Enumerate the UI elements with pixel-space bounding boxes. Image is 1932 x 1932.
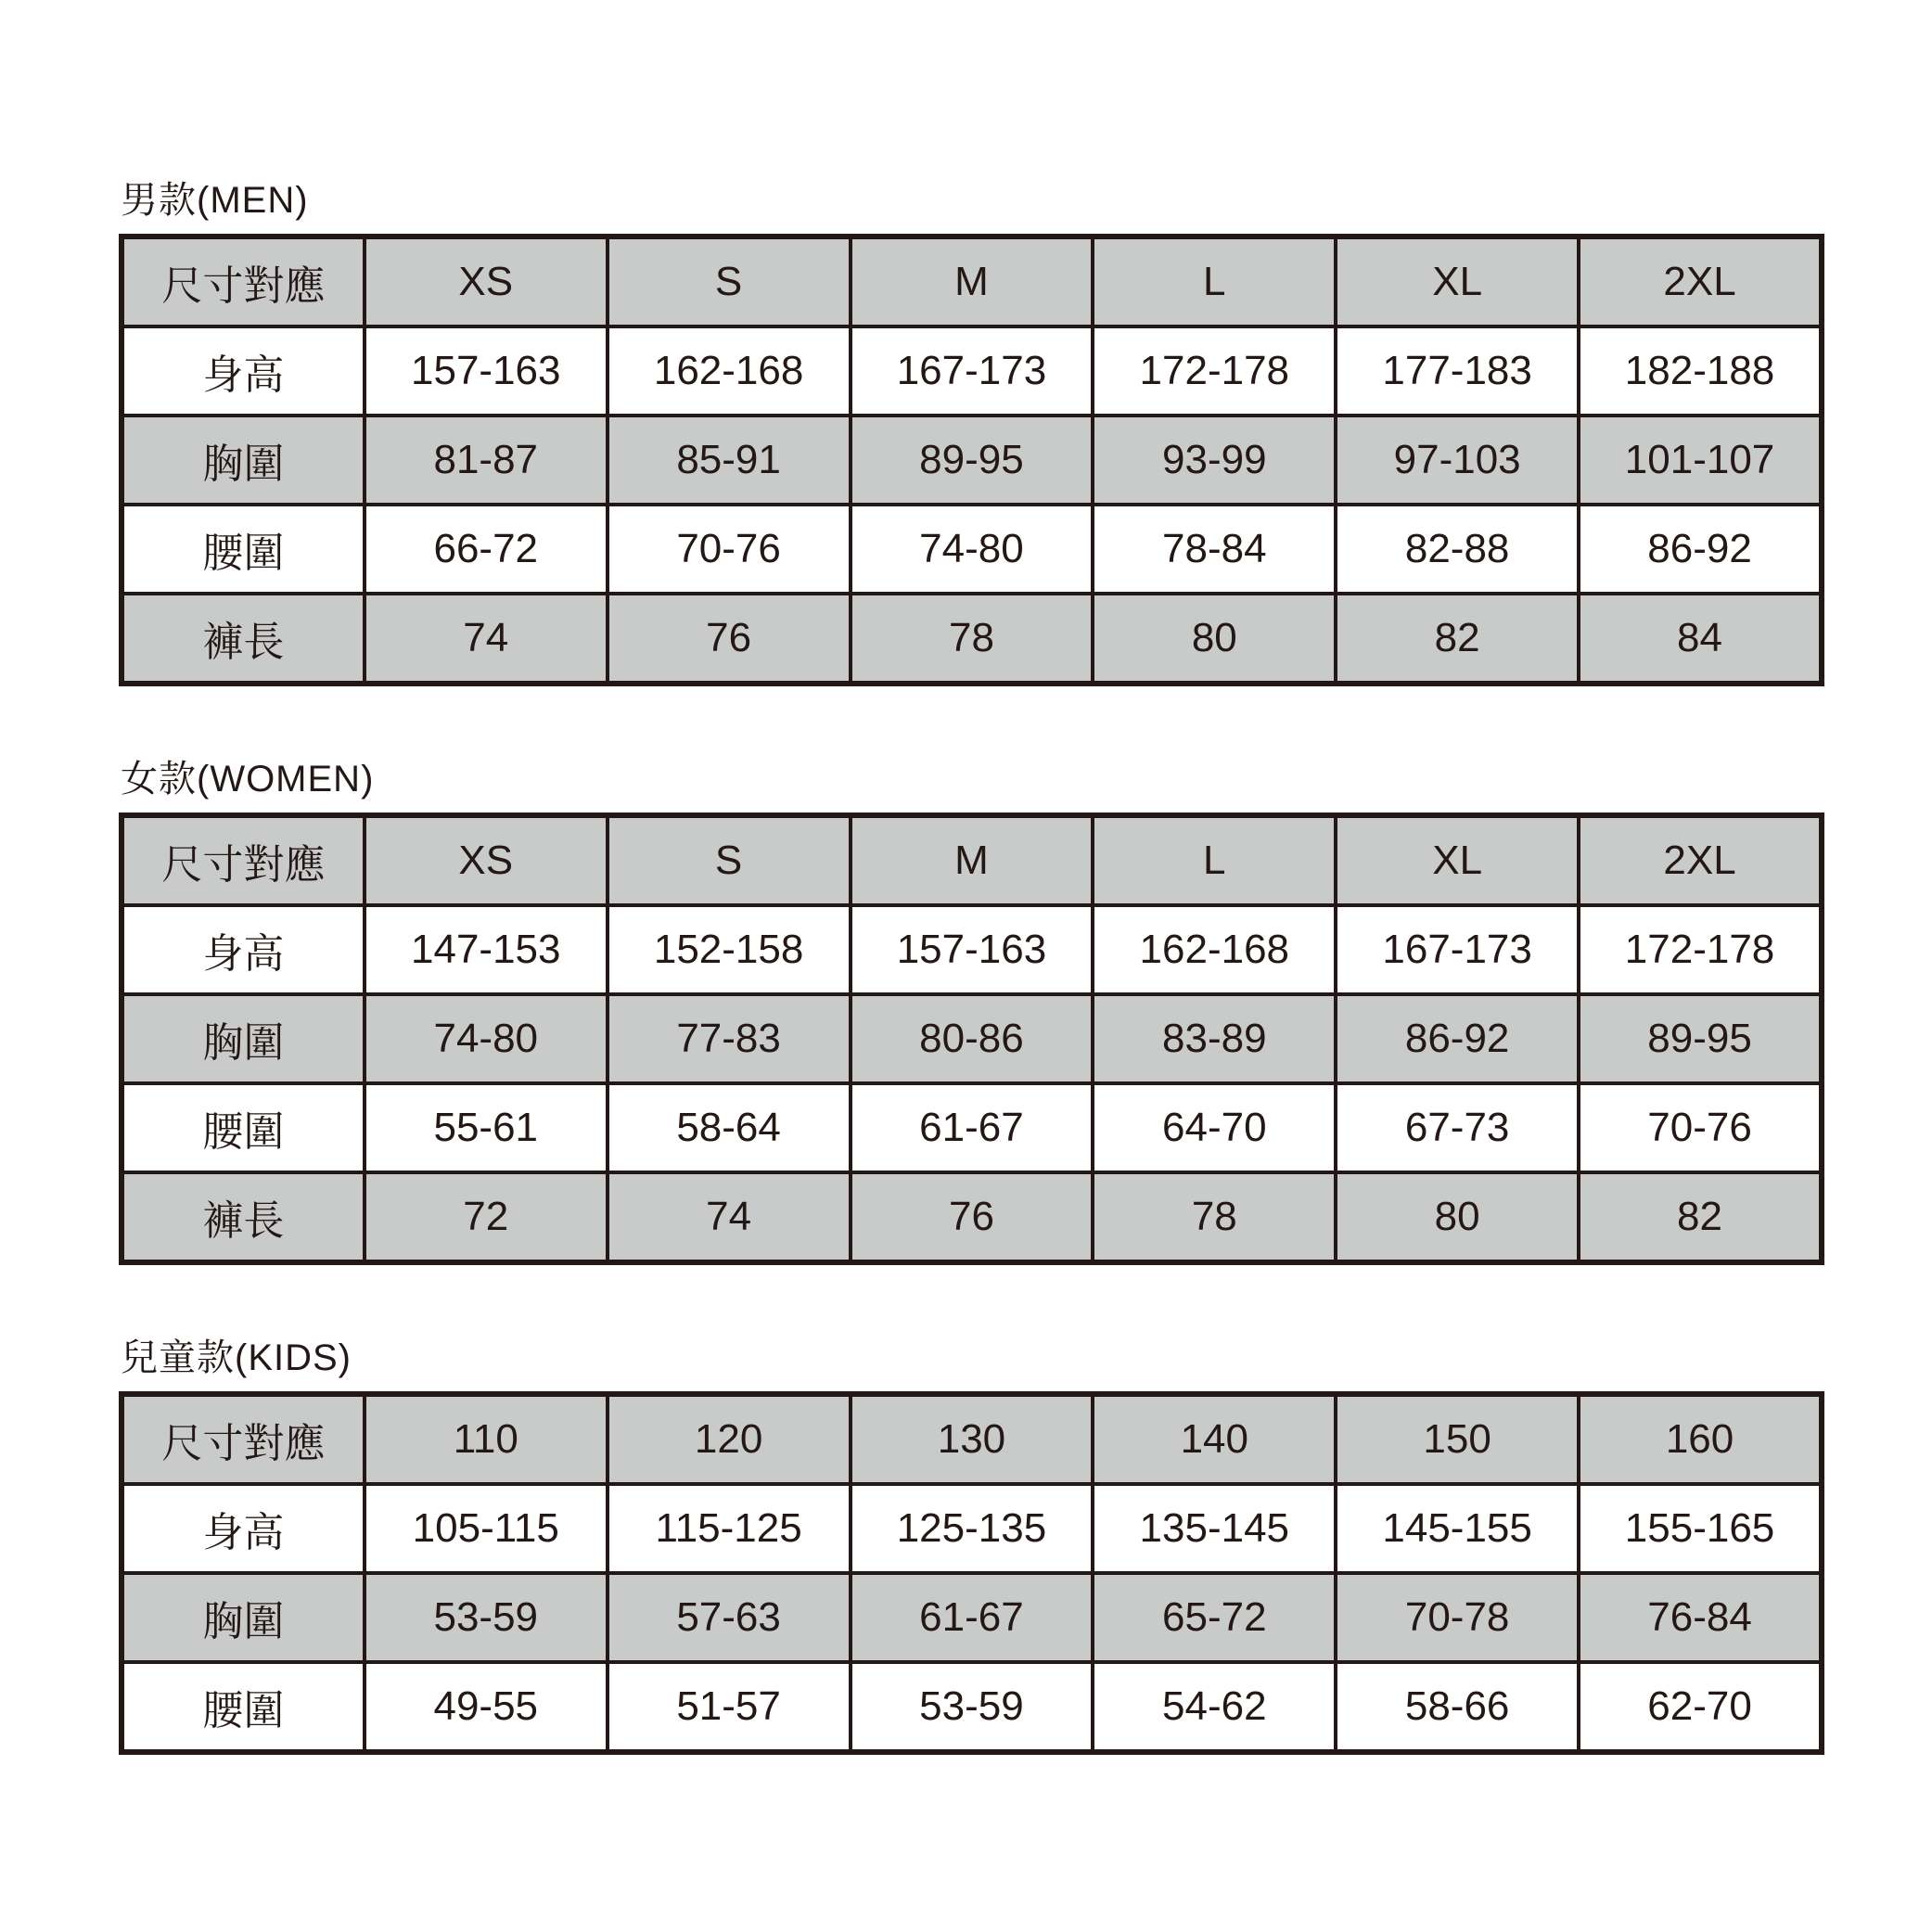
size-cell: 61-67 <box>851 1573 1094 1662</box>
row-label-cell: 胸圍 <box>122 994 365 1083</box>
size-cell: 83-89 <box>1093 994 1336 1083</box>
size-cell: 74 <box>608 1172 851 1262</box>
men-table-title: 男款(MEN) <box>121 180 309 221</box>
size-cell: 155-165 <box>1579 1484 1822 1573</box>
size-cell: 125-135 <box>851 1484 1094 1573</box>
size-cell: 81-87 <box>365 416 608 505</box>
size-cell: 70-76 <box>608 505 851 594</box>
size-cell: 58-66 <box>1336 1662 1579 1752</box>
size-cell: 78-84 <box>1093 505 1336 594</box>
column-header-cell: XL <box>1336 237 1579 326</box>
size-cell: 70-78 <box>1336 1573 1579 1662</box>
men-size-table-section <box>119 181 1824 686</box>
size-cell: 157-163 <box>851 905 1094 994</box>
size-cell: 78 <box>851 594 1094 684</box>
size-cell: 89-95 <box>1579 994 1822 1083</box>
size-cell: 162-168 <box>1093 905 1336 994</box>
size-cell: 57-63 <box>608 1573 851 1662</box>
size-cell: 101-107 <box>1579 416 1822 505</box>
column-header-cell: 150 <box>1336 1394 1579 1484</box>
row-label-cell: 身高 <box>122 905 365 994</box>
size-cell: 61-67 <box>851 1083 1094 1172</box>
size-cell: 76-84 <box>1579 1573 1822 1662</box>
row-label-cell: 褲長 <box>122 594 365 684</box>
kids-size-table <box>119 1391 1824 1755</box>
size-cell: 97-103 <box>1336 416 1579 505</box>
size-cell: 53-59 <box>365 1573 608 1662</box>
table-row <box>122 994 1822 1083</box>
size-cell: 77-83 <box>608 994 851 1083</box>
row-label-cell: 褲長 <box>122 1172 365 1262</box>
table-row <box>122 594 1822 684</box>
size-cell: 93-99 <box>1093 416 1336 505</box>
size-cell: 82-88 <box>1336 505 1579 594</box>
size-cell: 105-115 <box>365 1484 608 1573</box>
size-cell: 84 <box>1579 594 1822 684</box>
size-cell: 76 <box>608 594 851 684</box>
column-header-cell: 160 <box>1579 1394 1822 1484</box>
table-row <box>122 1662 1822 1752</box>
women-size-table-section <box>119 760 1824 1265</box>
table-row <box>122 505 1822 594</box>
column-header-cell: 尺寸對應 <box>122 1394 365 1484</box>
table-row <box>122 1573 1822 1662</box>
size-cell: 55-61 <box>365 1083 608 1172</box>
size-cell: 145-155 <box>1336 1484 1579 1573</box>
row-label-cell: 腰圍 <box>122 1083 365 1172</box>
size-cell: 74-80 <box>851 505 1094 594</box>
column-header-cell: XS <box>365 815 608 905</box>
table-row <box>122 905 1822 994</box>
row-label-cell: 身高 <box>122 1484 365 1573</box>
table-row <box>122 416 1822 505</box>
size-cell: 65-72 <box>1093 1573 1336 1662</box>
size-cell: 167-173 <box>1336 905 1579 994</box>
women-size-table <box>119 812 1824 1265</box>
column-header-cell: 尺寸對應 <box>122 815 365 905</box>
size-cell: 135-145 <box>1093 1484 1336 1573</box>
size-cell: 80 <box>1093 594 1336 684</box>
size-cell: 74-80 <box>365 994 608 1083</box>
column-header-cell: 120 <box>608 1394 851 1484</box>
table-header-row <box>122 1394 1822 1484</box>
row-label-cell: 身高 <box>122 326 365 416</box>
size-cell: 82 <box>1579 1172 1822 1262</box>
column-header-cell: 尺寸對應 <box>122 237 365 326</box>
size-cell: 74 <box>365 594 608 684</box>
size-cell: 86-92 <box>1579 505 1822 594</box>
row-label-cell: 胸圍 <box>122 1573 365 1662</box>
size-cell: 147-153 <box>365 905 608 994</box>
table-header-row <box>122 815 1822 905</box>
column-header-cell: M <box>851 237 1094 326</box>
column-header-cell: 2XL <box>1579 815 1822 905</box>
size-cell: 86-92 <box>1336 994 1579 1083</box>
column-header-cell: L <box>1093 237 1336 326</box>
column-header-cell: 110 <box>365 1394 608 1484</box>
size-cell: 82 <box>1336 594 1579 684</box>
size-cell: 80-86 <box>851 994 1094 1083</box>
size-cell: 70-76 <box>1579 1083 1822 1172</box>
size-cell: 54-62 <box>1093 1662 1336 1752</box>
column-header-cell: M <box>851 815 1094 905</box>
size-cell: 64-70 <box>1093 1083 1336 1172</box>
column-header-cell: 140 <box>1093 1394 1336 1484</box>
column-header-cell: 130 <box>851 1394 1094 1484</box>
size-cell: 177-183 <box>1336 326 1579 416</box>
row-label-cell: 腰圍 <box>122 1662 365 1752</box>
size-cell: 53-59 <box>851 1662 1094 1752</box>
size-cell: 49-55 <box>365 1662 608 1752</box>
kids-table-title: 兒童款(KIDS) <box>121 1337 352 1378</box>
table-row <box>122 1172 1822 1262</box>
size-cell: 51-57 <box>608 1662 851 1752</box>
column-header-cell: S <box>608 237 851 326</box>
column-header-cell: XL <box>1336 815 1579 905</box>
size-cell: 66-72 <box>365 505 608 594</box>
size-cell: 76 <box>851 1172 1094 1262</box>
size-cell: 182-188 <box>1579 326 1822 416</box>
column-header-cell: S <box>608 815 851 905</box>
size-cell: 78 <box>1093 1172 1336 1262</box>
kids-size-table-section <box>119 1338 1824 1755</box>
men-size-table <box>119 234 1824 686</box>
size-cell: 162-168 <box>608 326 851 416</box>
size-cell: 167-173 <box>851 326 1094 416</box>
column-header-cell: XS <box>365 237 608 326</box>
size-cell: 172-178 <box>1093 326 1336 416</box>
column-header-cell: 2XL <box>1579 237 1822 326</box>
size-cell: 115-125 <box>608 1484 851 1573</box>
size-cell: 72 <box>365 1172 608 1262</box>
row-label-cell: 腰圍 <box>122 505 365 594</box>
size-cell: 80 <box>1336 1172 1579 1262</box>
size-cell: 152-158 <box>608 905 851 994</box>
size-cell: 172-178 <box>1579 905 1822 994</box>
size-cell: 85-91 <box>608 416 851 505</box>
table-row <box>122 326 1822 416</box>
size-cell: 89-95 <box>851 416 1094 505</box>
table-row <box>122 1484 1822 1573</box>
column-header-cell: L <box>1093 815 1336 905</box>
size-cell: 67-73 <box>1336 1083 1579 1172</box>
size-cell: 58-64 <box>608 1083 851 1172</box>
size-cell: 157-163 <box>365 326 608 416</box>
row-label-cell: 胸圍 <box>122 416 365 505</box>
table-header-row <box>122 237 1822 326</box>
women-table-title: 女款(WOMEN) <box>121 759 375 800</box>
size-cell: 62-70 <box>1579 1662 1822 1752</box>
table-row <box>122 1083 1822 1172</box>
